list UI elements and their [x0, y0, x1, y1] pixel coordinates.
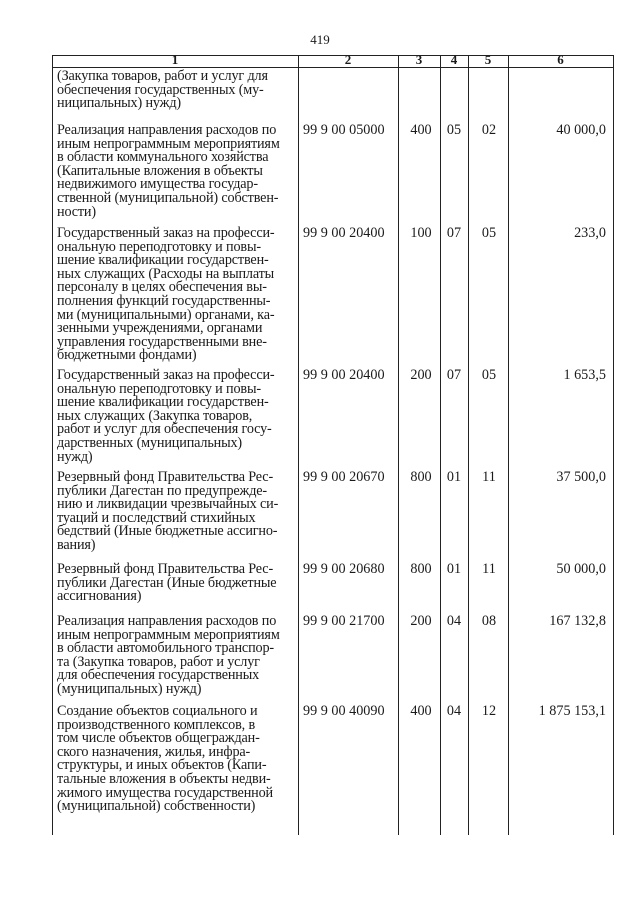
row-expense-type: 800 — [410, 561, 432, 577]
row-description: Государственный заказ на професси- ональную переподготовку и повы- шение квалификации государствен- ных служащих (Расходы на выплаты персоналу в целях обеспечения вы- полнения функций государственны- ми (муниципальными) органами, ка- зенными учреждениями, органами управления государственными вне- бюджетными фондами) — [57, 225, 275, 364]
page-number: 419 — [310, 32, 330, 47]
row-description: Резервный фонд Правительства Рес- публики Дагестан (Иные бюджетные ассигнования) — [57, 561, 277, 605]
row-description: Резервный фонд Правительства Рес- публики Дагестан по предупрежде- нию и ликвидации чрезвычайных си- туаций и последствий стихийных бедствий (Иные бюджетные ассигно- вания) — [57, 469, 279, 553]
row-subsection: 11 — [482, 469, 496, 485]
row-section: 07 — [446, 225, 462, 241]
row-description: Создание объектов социального и производственного комплексов, в том числе объектов общеграждан- ского назначения, жилья, инфра- структуры, и иных объектов (Капи- тальные вложения в объекты недви- жимого имущества государственной (муниципальной) собственности) — [57, 703, 273, 815]
row-expense-type: 400 — [410, 122, 432, 138]
row-expense-type: 400 — [410, 703, 432, 719]
row-description: Государственный заказ на професси- ональную переподготовку и повы- шение квалификации государствен- ных служащих (Закупка товаров, работ и услуг для обеспечения госу- дарственных (муниципальных) нужд) — [57, 367, 275, 465]
row-subsection: 02 — [481, 122, 497, 138]
row-amount: 37 500,0 — [556, 469, 606, 485]
row-code: 99 9 00 20680 — [303, 561, 385, 577]
row-expense-type: 200 — [410, 367, 432, 383]
row-expense-type: 100 — [410, 225, 432, 241]
row-code: 99 9 00 20670 — [303, 469, 385, 485]
row-section: 07 — [446, 367, 462, 383]
row-amount: 233,0 — [574, 225, 606, 241]
row-code: 99 9 00 21700 — [303, 613, 385, 629]
column-header-4: 4 — [450, 52, 458, 67]
row-code: 99 9 00 20400 — [303, 225, 385, 241]
row-section: 04 — [446, 703, 462, 719]
row-description: (Закупка товаров, работ и услуг для обеспечения государственных (му- ниципальных) нужд) — [57, 68, 268, 112]
column-header-1: 1 — [171, 52, 179, 67]
row-subsection: 12 — [481, 703, 497, 719]
row-code: 99 9 00 40090 — [303, 703, 385, 719]
column-header-2: 2 — [344, 52, 352, 67]
row-expense-type: 800 — [410, 469, 432, 485]
column-header-6: 6 — [557, 52, 564, 67]
row-subsection: 08 — [481, 613, 497, 629]
column-rule — [298, 55, 299, 835]
column-header-5: 5 — [484, 52, 492, 67]
row-subsection: 11 — [482, 561, 496, 577]
budget-table — [52, 52, 614, 835]
row-section: 05 — [446, 122, 462, 138]
row-expense-type: 200 — [410, 613, 432, 629]
row-description: Реализация направления расходов по иным непрограммным мероприятиям в области автомобильного транспор- та (Закупка товаров, работ и услуг для обеспечения государственных (муниципальных) нужд) — [57, 613, 280, 697]
row-section: 04 — [446, 613, 462, 629]
row-amount: 1 875 153,1 — [538, 703, 606, 719]
column-header-3: 3 — [415, 52, 423, 67]
row-code: 99 9 00 05000 — [303, 122, 385, 138]
row-amount: 40 000,0 — [556, 122, 606, 138]
row-code: 99 9 00 20400 — [303, 367, 385, 383]
row-section: 01 — [446, 469, 462, 485]
row-subsection: 05 — [481, 225, 497, 241]
row-amount: 50 000,0 — [556, 561, 606, 577]
column-rule — [52, 55, 53, 835]
row-amount: 167 132,8 — [549, 613, 606, 629]
row-description: Реализация направления расходов по иным непрограммным мероприятиям в области коммунального хозяйства (Капитальные вложения в объекты недвижимого имущества государ- ственной (муниципальной) собствен- ности) — [57, 122, 280, 220]
column-number-header — [52, 52, 614, 67]
row-section: 01 — [446, 561, 462, 577]
column-rule — [613, 55, 614, 835]
row-amount: 1 653,5 — [563, 367, 606, 383]
row-subsection: 05 — [481, 367, 497, 383]
